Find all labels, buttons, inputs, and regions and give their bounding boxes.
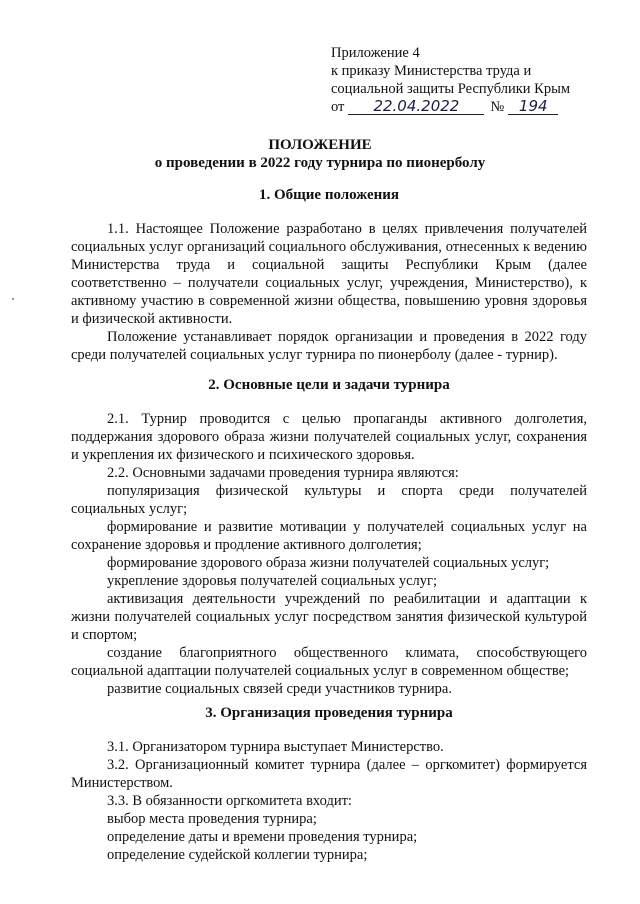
section-1 <box>71 186 587 364</box>
task-item: популяризация физической культуры и спорта среди получателей социальных услуг; <box>71 483 587 517</box>
task-item: развитие социальных связей среди участников турнира. <box>107 681 452 697</box>
section-3-paragraph-3: 3.3. В обязанности оргкомитета входит: <box>107 793 352 809</box>
section-3-heading: 3. Организация проведения турнира <box>205 705 453 721</box>
duty-item: определение судейской коллегии турнира; <box>107 847 368 863</box>
section-2-paragraph-1: 2.1. Турнир проводится с целью пропаганды активного долголетия, поддержания здорового образа жизни получателей социальных услуг, сохранения и укрепления их физического и психического здоровья. <box>71 411 587 463</box>
date-prefix: от <box>331 99 345 115</box>
task-item: создание благоприятного общественного климата, способствующего социальной адаптации получателей социальных услуг в современном обществе; <box>71 645 587 679</box>
section-1-heading: 1. Общие положения <box>258 187 400 203</box>
handwritten-number: 194 <box>508 99 558 115</box>
appendix-line-2: к приказу Министерства труда и <box>331 63 532 79</box>
appendix-date-row <box>331 98 621 116</box>
document-title: ПОЛОЖЕНИЕ <box>268 137 372 153</box>
section-2-paragraph-2: 2.2. Основными задачами проведения турнира являются: <box>107 465 459 481</box>
section-3-paragraph-1: 3.1. Организатором турнира выступает Министерство. <box>107 739 444 755</box>
duty-item: определение даты и времени проведения турнира; <box>107 829 418 845</box>
section-3 <box>71 704 587 864</box>
task-item: укрепление здоровья получателей социальных услуг; <box>107 573 437 589</box>
duty-item: выбор места проведения турнира; <box>107 811 317 827</box>
task-item: формирование и развитие мотивации у получателей социальных услуг на сохранение здоровья и продление активного долголетия; <box>71 519 587 553</box>
section-2 <box>71 376 587 698</box>
appendix-line-3: социальной защиты Республики Крым <box>331 81 571 97</box>
appendix-block <box>331 44 621 116</box>
section-1-paragraph-2: Положение устанавливает порядок организации и проведения в 2022 году среди получателей социальных услуг турнира по пионерболу (далее - турнир). <box>71 329 587 363</box>
section-3-paragraph-2: 3.2. Организационный комитет турнира (далее – оргкомитет) формируется Министерством. <box>71 757 587 791</box>
appendix-line-1: Приложение 4 <box>331 45 420 61</box>
section-2-heading: 2. Основные цели и задачи турнира <box>208 377 450 393</box>
number-prefix: № <box>490 99 505 115</box>
task-item: активизация деятельности учреждений по реабилитации и адаптации к жизни получателей социальных услуг посредством занятия физической культурой и спортом; <box>71 591 587 643</box>
section-1-paragraph-1: 1.1. Настоящее Положение разработано в целях привлечения получателей социальных услуг организаций социального обслуживания, отнесенных к ведению Министерства труда и социальной защиты Республики Крым (далее соответственно – получатели социальных услуг, учреждения, Министерство), к активному участию в современной жизни общества, повышению уровня здоровья и физической активности. <box>71 221 587 327</box>
handwritten-date: 22.04.2022 <box>348 99 484 115</box>
document-subtitle: о проведении в 2022 году турнира по пионерболу <box>154 155 486 171</box>
task-item: формирование здорового образа жизни получателей социальных услуг; <box>107 555 550 571</box>
scan-speck <box>12 298 14 300</box>
